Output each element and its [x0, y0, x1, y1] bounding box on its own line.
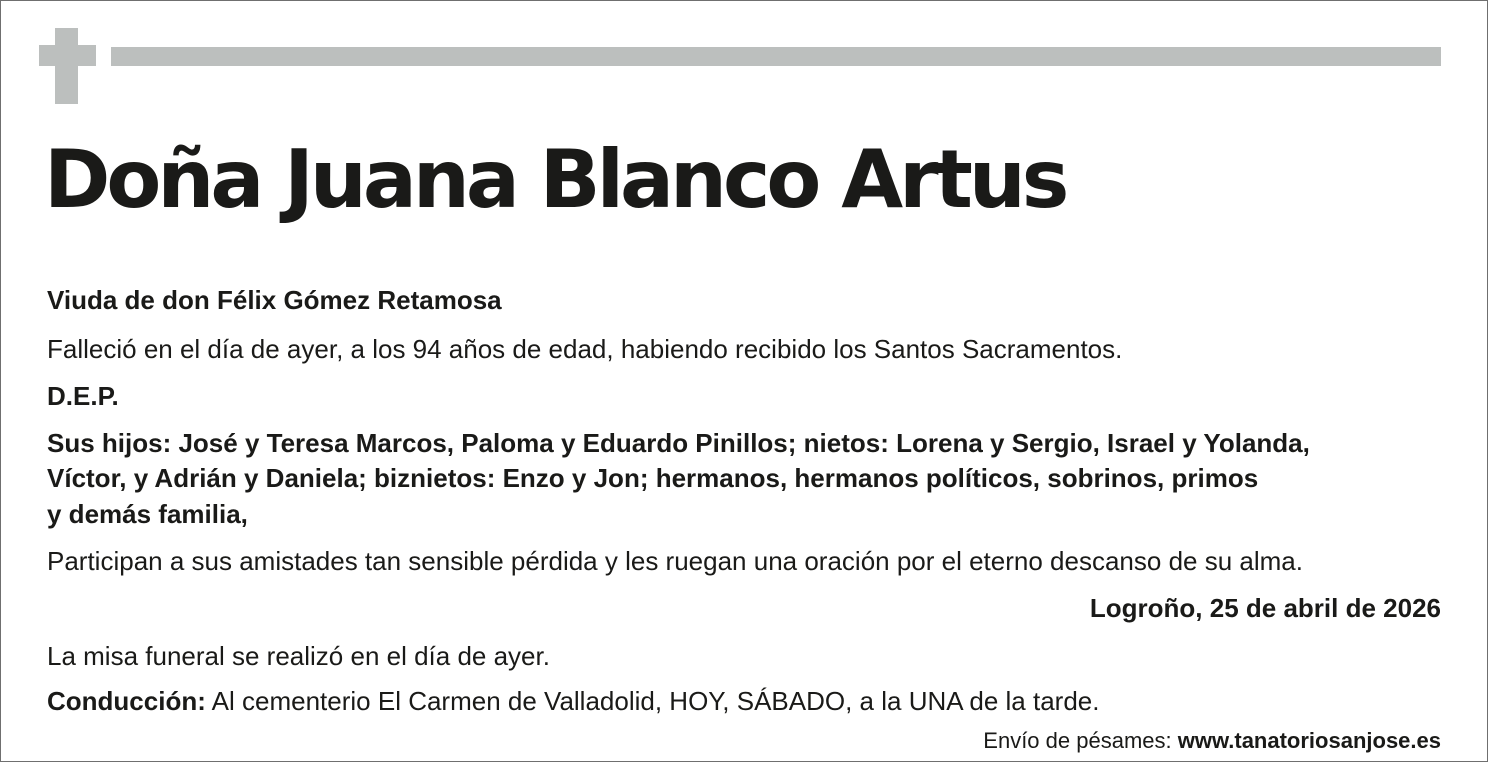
place-date: Logroño, 25 de abril de 2026 — [1089, 593, 1441, 623]
condolences-line — [983, 727, 1441, 755]
family-line: y demás familia, — [47, 499, 248, 529]
family-line: Sus hijos: José y Teresa Marcos, Paloma y Eduardo Pinillos; nietos: Lorena y Sergio, Israel y Yolanda, — [47, 428, 1310, 458]
condolences-label: Envío de pésames: — [983, 728, 1178, 753]
conduction-text: Al cementerio El Carmen de Valladolid, HOY, SÁBADO, a la UNA de la tarde. — [205, 686, 1100, 716]
widow-line: Viuda de don Félix Gómez Retamosa — [47, 285, 502, 315]
family-line: Víctor, y Adrián y Daniela; biznietos: Enzo y Jon; hermanos, hermanos políticos, sobrinos, primos — [47, 463, 1259, 493]
deceased-name: Doña Juana Blanco Artus — [44, 133, 1066, 226]
mass-line: La misa funeral se realizó en el día de ayer. — [47, 641, 550, 671]
death-line: Falleció en el día de ayer, a los 94 años de edad, habiendo recibido los Santos Sacramentos. — [47, 334, 1123, 364]
condolences-link[interactable]: www.tanatoriosanjose.es — [1177, 728, 1441, 753]
conduction-line — [47, 684, 1099, 718]
conduction-label: Conducción: — [47, 686, 206, 716]
cross-icon — [55, 28, 78, 104]
cross-icon-arm — [39, 45, 96, 66]
dep-label: D.E.P. — [47, 381, 119, 411]
participation-line: Participan a sus amistades tan sensible pérdida y les ruegan una oración por el eterno descanso de su alma. — [47, 546, 1303, 576]
header-bar — [111, 47, 1441, 66]
